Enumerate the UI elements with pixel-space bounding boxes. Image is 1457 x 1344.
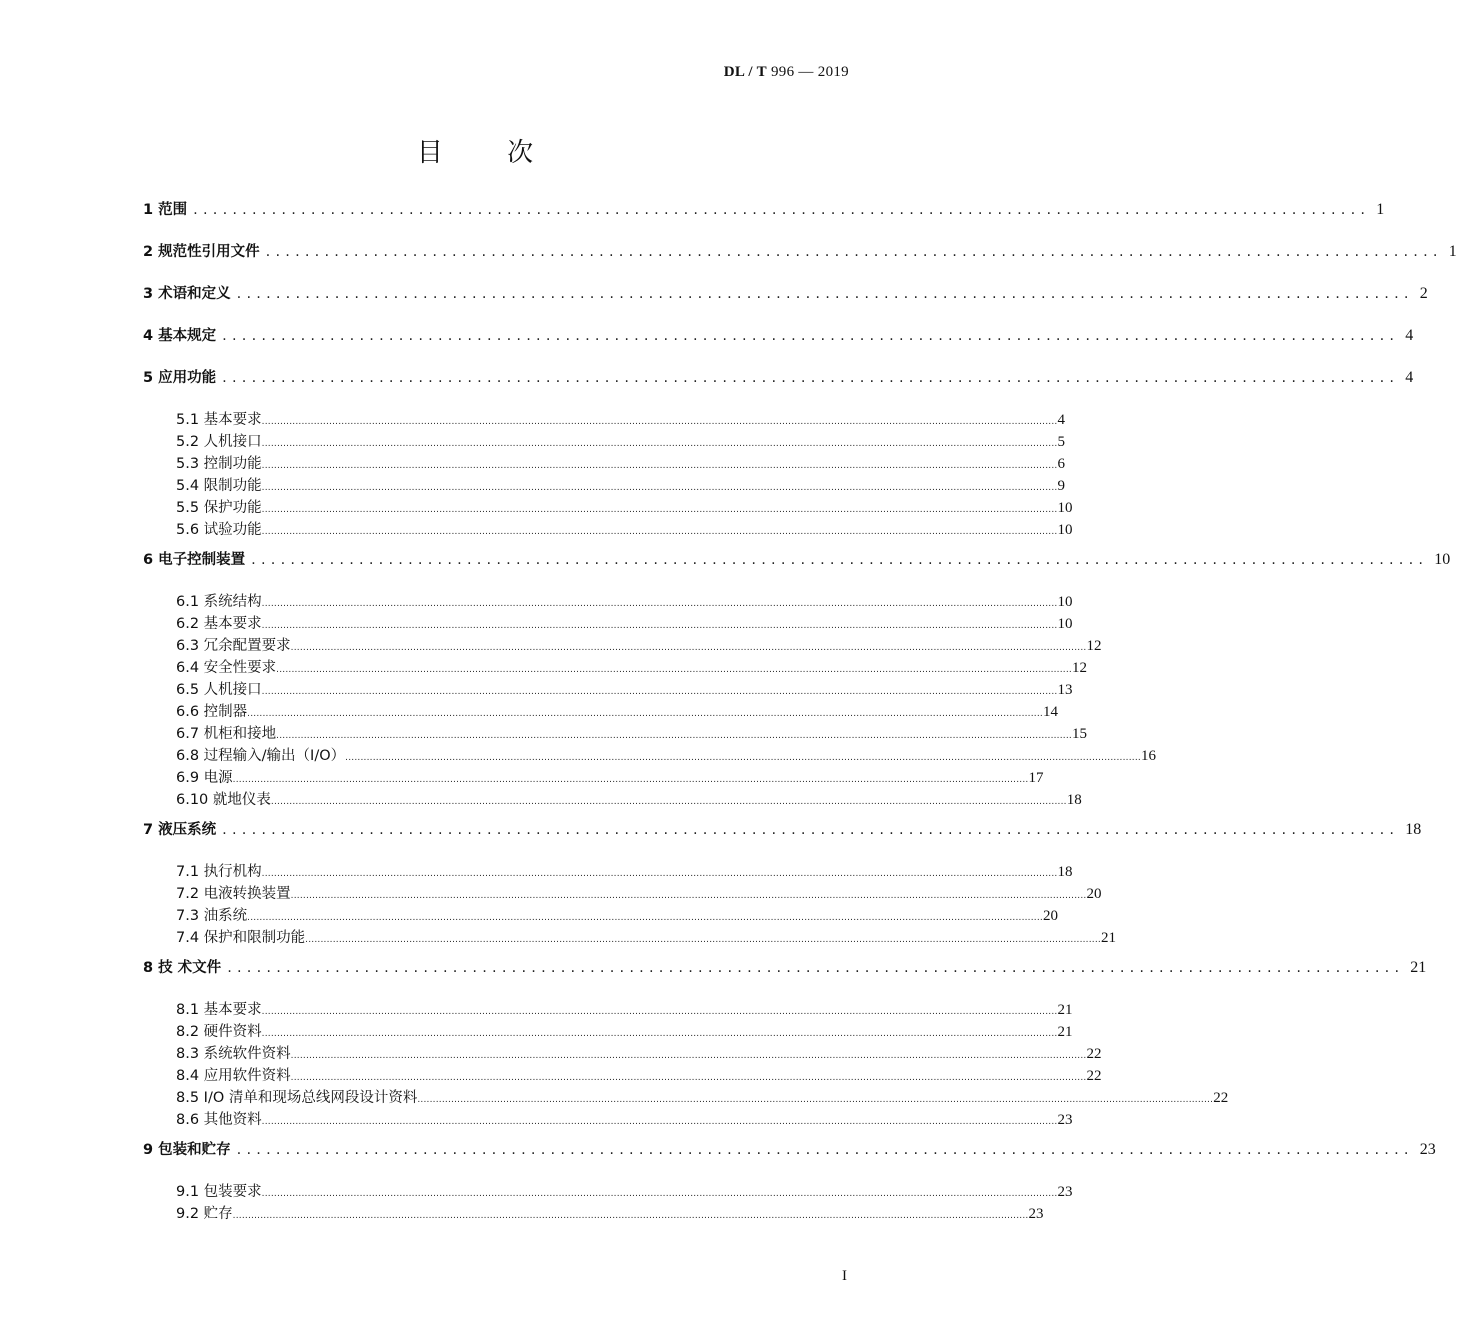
toc-page-number: 20 (1086, 886, 1102, 902)
toc-leader-dots: .................................................................................................................................................................................................................................................................... (261, 1117, 1058, 1127)
toc-entry-title: 1 范围 (143, 202, 188, 218)
toc-leader-dots: .................................................................................................................................................................................................................................................................... (261, 417, 1058, 427)
toc-page-number: 10 (1434, 551, 1451, 568)
toc-page-number: 18 (1057, 864, 1073, 880)
toc-page-number: 21 (1410, 959, 1427, 976)
toc-leader-dots: .................................................................................................................................................................................................................................................................... (261, 461, 1058, 471)
toc-section-entry[interactable] (176, 1086, 1229, 1106)
toc-entry-title: 9 包装和贮存 (143, 1142, 231, 1158)
toc-leader-dots: ........................................................................................................................ (222, 822, 1400, 838)
toc-entry-title: 6.5 人机接口 (176, 682, 262, 698)
toc-entry-title: 6.2 基本要求 (176, 616, 262, 632)
toc-chapter-entry[interactable] (143, 366, 1414, 390)
toc-chapter-entry[interactable] (143, 956, 1427, 980)
toc-leader-dots: .................................................................................................................................................................................................................................................................... (261, 439, 1058, 449)
document-code (724, 64, 849, 81)
toc-chapter-entry[interactable] (143, 548, 1451, 572)
toc-entry-title: 6.7 机柜和接地 (176, 726, 277, 742)
toc-leader-dots: .................................................................................................................................................................................................................................................................... (232, 1211, 1029, 1221)
toc-entry-title: 8.6 其他资料 (176, 1112, 262, 1128)
toc-section-entry[interactable] (176, 1108, 1073, 1128)
toc-entry-title: 5.3 控制功能 (176, 456, 262, 472)
toc-page-number: 23 (1057, 1184, 1073, 1200)
toc-section-entry[interactable] (176, 1202, 1044, 1222)
toc-entry-title: 3 术语和定义 (143, 286, 231, 302)
toc-leader-dots: .................................................................................................................................................................................................................................................................... (305, 935, 1101, 945)
toc-entry-title: 7.3 油系统 (176, 908, 248, 924)
toc-leader-dots: .................................................................................................................................................................................................................................................................... (261, 1007, 1058, 1017)
page-title: 目 次 (416, 138, 562, 168)
toc-section-entry[interactable] (176, 1020, 1073, 1040)
toc-page-number: 13 (1057, 682, 1073, 698)
toc-leader-dots: .................................................................................................................................................................................................................................................................... (261, 869, 1058, 879)
toc-entry-title: 9.2 贮存 (176, 1206, 233, 1222)
toc-chapter-entry[interactable] (143, 282, 1428, 306)
toc-leader-dots: ........................................................................................................................ (227, 960, 1405, 976)
toc-section-entry[interactable] (176, 788, 1082, 808)
toc-leader-dots: .................................................................................................................................................................................................................................................................... (290, 891, 1087, 901)
toc-entry-title: 5.5 保护功能 (176, 500, 262, 516)
toc-page-number: 22 (1213, 1090, 1229, 1106)
toc-page-number: 21 (1057, 1024, 1073, 1040)
toc-leader-dots: .................................................................................................................................................................................................................................................................... (261, 621, 1058, 631)
toc-leader-dots: .................................................................................................................................................................................................................................................................... (261, 599, 1058, 609)
toc-section-entry[interactable] (176, 656, 1087, 676)
toc-page-number: 6 (1057, 456, 1065, 472)
toc-entry-title: 8.3 系统软件资料 (176, 1046, 291, 1062)
toc-leader-dots: .................................................................................................................................................................................................................................................................... (247, 913, 1043, 923)
toc-page-number: 14 (1043, 704, 1058, 720)
toc-page-number: 4 (1405, 369, 1414, 386)
toc-entry-title: 7.2 电液转换装置 (176, 886, 291, 902)
toc-section-entry[interactable] (176, 700, 1058, 720)
toc-entry-title: 4 基本规定 (143, 328, 217, 344)
toc-page-number: 18 (1066, 792, 1082, 808)
toc-chapter-entry[interactable] (143, 240, 1457, 264)
toc-page-number: 12 (1086, 638, 1102, 654)
toc-page-number: 23 (1419, 1141, 1436, 1158)
toc-entry-title: 6.10 就地仪表 (176, 792, 271, 808)
toc-entry-title: 8.1 基本要求 (176, 1002, 262, 1018)
toc-section-entry[interactable] (176, 766, 1044, 786)
toc-entry-title: 5.1 基本要求 (176, 412, 262, 428)
toc-chapter-entry[interactable] (143, 324, 1414, 348)
toc-entry-title: 8.2 硬件资料 (176, 1024, 262, 1040)
toc-leader-dots: ........................................................................................................................ (265, 244, 1443, 260)
toc-page-number: 1 (1376, 201, 1385, 218)
document-code-number: 996 — 2019 (766, 64, 849, 80)
toc-section-entry[interactable] (176, 904, 1058, 924)
toc-page-number: 21 (1101, 930, 1116, 946)
toc-entry-title: 6.9 电源 (176, 770, 233, 786)
toc-leader-dots: .................................................................................................................................................................................................................................................................... (290, 1051, 1087, 1061)
toc-leader-dots: .................................................................................................................................................................................................................................................................... (270, 797, 1067, 807)
toc-section-entry[interactable] (176, 430, 1065, 450)
toc-page-number: 4 (1057, 412, 1065, 428)
toc-section-entry[interactable] (176, 678, 1073, 698)
toc-leader-dots: .................................................................................................................................................................................................................................................................... (290, 1073, 1087, 1083)
toc-entry-title: 8.5 I/O 清单和现场总线网段设计资料 (176, 1090, 418, 1106)
toc-page-number: 2 (1419, 285, 1428, 302)
toc-leader-dots: ........................................................................................................................ (236, 286, 1414, 302)
toc-entry-title: 2 规范性引用文件 (143, 244, 260, 260)
toc-page-number: 5 (1057, 434, 1065, 450)
toc-page-number: 10 (1057, 616, 1073, 632)
toc-leader-dots: .................................................................................................................................................................................................................................................................... (261, 1189, 1058, 1199)
toc-entry-title: 5.4 限制功能 (176, 478, 262, 494)
toc-leader-dots: .................................................................................................................................................................................................................................................................... (290, 643, 1087, 653)
toc-page-number: 1 (1448, 243, 1457, 260)
toc-leader-dots: .................................................................................................................................................................................................................................................................... (232, 775, 1029, 785)
toc-entry-title: 6.3 冗余配置要求 (176, 638, 291, 654)
toc-section-entry[interactable] (176, 1180, 1073, 1200)
toc-entry-title: 6.6 控制器 (176, 704, 248, 720)
toc-page-number: 22 (1086, 1068, 1102, 1084)
toc-section-entry[interactable] (176, 860, 1073, 880)
toc-section-entry[interactable] (176, 1042, 1102, 1062)
toc-leader-dots: ........................................................................................................................ (251, 552, 1429, 568)
toc-chapter-entry[interactable] (143, 1138, 1436, 1162)
toc-leader-dots: .................................................................................................................................................................................................................................................................... (261, 1029, 1058, 1039)
toc-section-entry[interactable] (176, 452, 1065, 472)
toc-leader-dots: .................................................................................................................................................................................................................................................................... (417, 1095, 1214, 1105)
toc-entry-title: 6.8 过程输入/输出（I/O） (176, 748, 346, 764)
toc-leader-dots: .................................................................................................................................................................................................................................................................... (261, 527, 1058, 537)
toc-entry-title: 7.4 保护和限制功能 (176, 930, 306, 946)
toc-leader-dots: ........................................................................................................................ (222, 328, 1400, 344)
toc-section-entry[interactable] (176, 518, 1073, 538)
toc-section-entry[interactable] (176, 408, 1065, 428)
toc-page-number: 23 (1057, 1112, 1073, 1128)
toc-entry-title: 8.4 应用软件资料 (176, 1068, 291, 1084)
toc-entry-title: 7.1 执行机构 (176, 864, 262, 880)
toc-section-entry[interactable] (176, 744, 1156, 764)
toc-section-entry[interactable] (176, 722, 1087, 742)
toc-page-number: 20 (1043, 908, 1058, 924)
toc-page-number: 10 (1057, 594, 1073, 610)
toc-section-entry[interactable] (176, 612, 1073, 632)
toc-chapter-entry[interactable] (143, 818, 1422, 842)
toc-section-entry[interactable] (176, 1064, 1102, 1084)
toc-entry-title: 6.1 系统结构 (176, 594, 262, 610)
toc-section-entry[interactable] (176, 634, 1102, 654)
toc-entry-title: 6 电子控制装置 (143, 552, 246, 568)
toc-leader-dots: .................................................................................................................................................................................................................................................................... (261, 687, 1058, 697)
toc-leader-dots: .................................................................................................................................................................................................................................................................... (276, 731, 1072, 741)
toc-entry-title: 5.2 人机接口 (176, 434, 262, 450)
toc-leader-dots: ........................................................................................................................ (193, 202, 1371, 218)
toc-page-number: 10 (1057, 500, 1073, 516)
document-code-prefix: DL / T (723, 64, 767, 80)
toc-page-number: 9 (1057, 478, 1065, 494)
toc-entry-title: 5.6 试验功能 (176, 522, 262, 538)
page-number: I (842, 1268, 847, 1284)
toc-section-entry[interactable] (176, 926, 1116, 946)
toc-page-number: 18 (1405, 821, 1422, 838)
toc-section-entry[interactable] (176, 998, 1073, 1018)
toc-entry-title: 8 技 术文件 (143, 960, 222, 976)
toc-leader-dots: .................................................................................................................................................................................................................................................................... (276, 665, 1072, 675)
toc-section-entry[interactable] (176, 496, 1073, 516)
toc-page-number: 16 (1140, 748, 1156, 764)
toc-page-number: 17 (1028, 770, 1044, 786)
toc-page-number: 15 (1072, 726, 1087, 742)
toc-page-number: 12 (1072, 660, 1087, 676)
toc-leader-dots: .................................................................................................................................................................................................................................................................... (261, 483, 1058, 493)
toc-page-number: 10 (1057, 522, 1073, 538)
toc-leader-dots: .................................................................................................................................................................................................................................................................... (345, 753, 1141, 763)
toc-page-number: 22 (1086, 1046, 1102, 1062)
toc-entry-title: 9.1 包装要求 (176, 1184, 262, 1200)
toc-leader-dots: .................................................................................................................................................................................................................................................................... (261, 505, 1058, 515)
toc-section-entry[interactable] (176, 474, 1065, 494)
toc-section-entry[interactable] (176, 590, 1073, 610)
toc-entry-title: 5 应用功能 (143, 370, 217, 386)
toc-leader-dots: ........................................................................................................................ (222, 370, 1400, 386)
toc-entry-title: 6.4 安全性要求 (176, 660, 277, 676)
toc-leader-dots: ........................................................................................................................ (236, 1142, 1414, 1158)
toc-entry-title: 7 液压系统 (143, 822, 217, 838)
toc-leader-dots: .................................................................................................................................................................................................................................................................... (247, 709, 1043, 719)
toc-page-number: 4 (1405, 327, 1414, 344)
toc-page-number: 23 (1028, 1206, 1044, 1222)
toc-section-entry[interactable] (176, 882, 1102, 902)
toc-page-number: 21 (1057, 1002, 1073, 1018)
toc-chapter-entry[interactable] (143, 198, 1385, 222)
